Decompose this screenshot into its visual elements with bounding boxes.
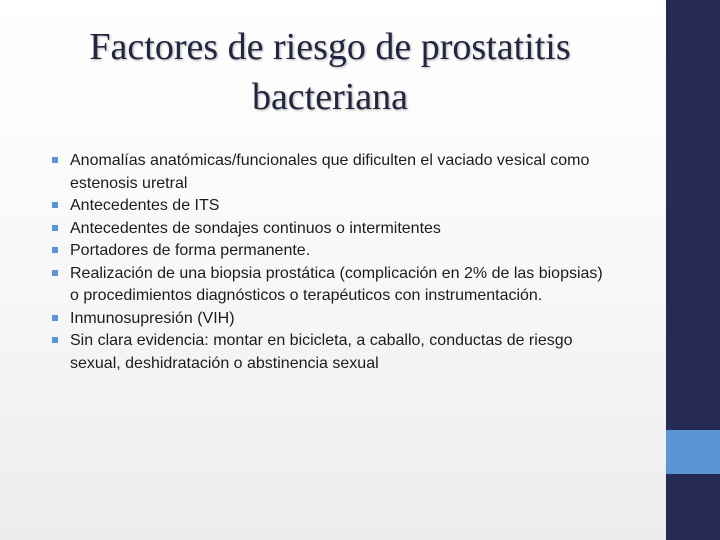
bullet-item	[52, 150, 612, 195]
bullet-text: Realización de una biopsia prostática (complicación en 2% de las biopsias) o procedimientos diagnósticos o terapéuticos con instrumentación.	[70, 264, 603, 304]
bullet-item	[52, 240, 612, 263]
bullet-text: Anomalías anatómicas/funcionales que dificulten el vaciado vesical como estenosis uretral	[70, 152, 590, 192]
bullet-item	[52, 218, 612, 241]
bullet-item	[52, 195, 612, 218]
bullet-text: Inmunosupresión (VIH)	[70, 309, 235, 327]
slide-title-line-2: bacteriana	[251, 76, 409, 118]
square-bullet-icon	[52, 270, 58, 276]
square-bullet-icon	[52, 157, 58, 163]
bullet-item	[52, 330, 612, 375]
square-bullet-icon	[52, 315, 58, 321]
square-bullet-icon	[52, 202, 58, 208]
slide-title-line-1: Factores de riesgo de prostatitis	[89, 26, 571, 68]
bullet-text: Portadores de forma permanente.	[70, 242, 311, 259]
slide-title	[20, 22, 640, 122]
square-bullet-icon	[52, 247, 58, 253]
bullet-item	[52, 308, 612, 331]
square-bullet-icon	[52, 337, 58, 343]
bullet-text: Antecedentes de sondajes continuos o intermitentes	[70, 219, 441, 237]
bullet-item	[52, 263, 612, 308]
square-bullet-icon	[52, 225, 58, 231]
bullet-text: Antecedentes de ITS	[70, 197, 220, 214]
bullet-list	[52, 150, 612, 375]
bullet-text: Sin clara evidencia: montar en bicicleta, a caballo, conductas de riesgo sexual, deshidratación o abstinencia sexual	[70, 332, 573, 372]
sidebar-accent-block	[666, 430, 720, 474]
